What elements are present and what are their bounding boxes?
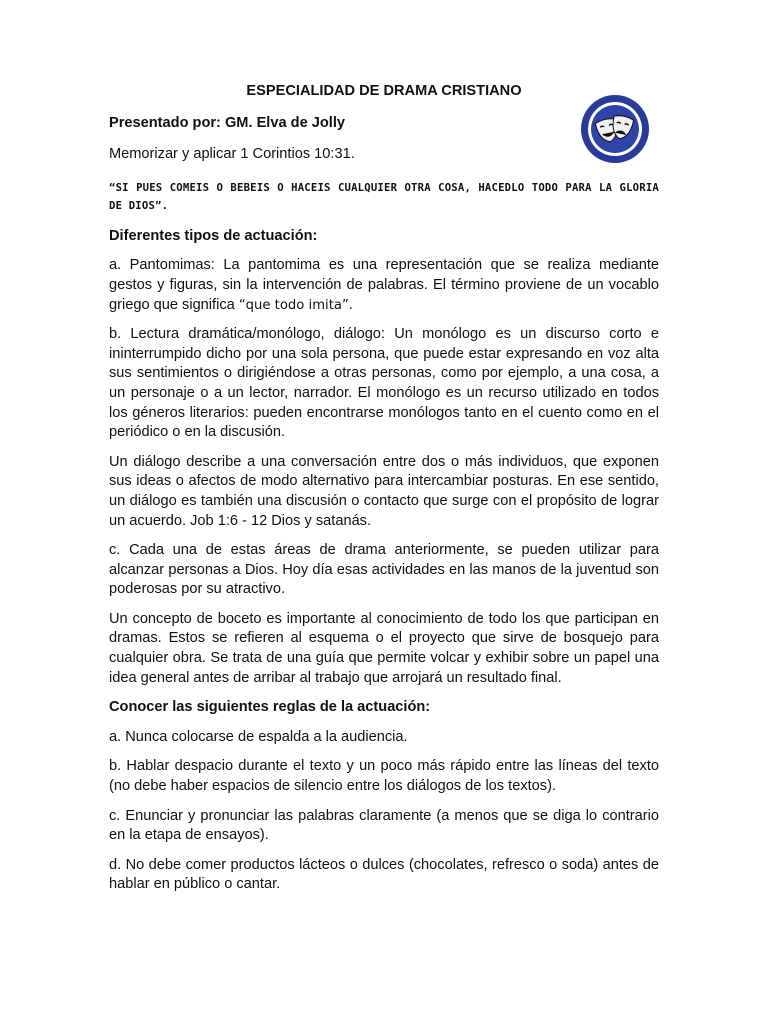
rule-a: a. Nunca colocarse de espalda a la audiencia. (109, 728, 408, 745)
document-title: ESPECIALIDAD DE DRAMA CRISTIANO (246, 83, 522, 99)
section-heading-rules: Conocer las siguientes reglas de la actuación: (109, 699, 431, 716)
rule-c: c. Enunciar y pronunciar las palabras claramente (a menos que se diga lo contrario en la etapa de ensayos). (109, 807, 659, 844)
memorize-line: Memorizar y aplicar 1 Corintios 10:31. (109, 146, 355, 163)
bible-verse: “SI PUES COMEIS O BEBEIS O HACEIS CUALQUIER OTRA COSA, HACEDLO TODO PARA LA GLORIA DE DIOS”. (109, 181, 659, 212)
pantomime-quote: “que todo imita”. (238, 297, 353, 313)
paragraph-dialogue: Un diálogo describe a una conversación entre dos o más individuos, que exponen sus ideas o afectos de modo alternativo para intercambiar posturas. En ese sentido, un diálogo es también una discusión o contacto que surge con el propósito de lograr un acuerdo. Job 1:6 - 12 Dios y satanás. (109, 453, 659, 529)
drama-masks-icon (580, 94, 650, 164)
paragraph-monologue: b. Lectura dramática/monólogo, diálogo: Un monólogo es un discurso corto e ininterrumpido dicho por una sola persona, que puede estar expresando en voz alta sus sentimientos o dirigiéndose a otras personas, como por ejemplo, a una cosa, a un personaje o a un lector, narrador. El monólogo es un recurso utilizado en todos los géneros literarios: pueden encontrarse monólogos tanto en el cuento como en el periódico o en la discusión. (109, 326, 659, 441)
rule-d: d. No debe comer productos lácteos o dulces (chocolates, refresco o soda) antes de hablar en público o cantar. (109, 856, 659, 893)
paragraph-pantomime-text: a. Pantomimas: La pantomima es una representación que se realiza mediante gestos y figuras, sin la intervención de palabras. El término proviene de un vocablo griego que significa (109, 257, 659, 313)
presenter-line: Presentado por: GM. Elva de Jolly (109, 114, 345, 131)
document-body (109, 82, 659, 905)
paragraph-sketch: Un concepto de boceto es importante al conocimiento de todo los que participan en dramas. Estos se refieren al esquema o el proyecto que sirve de bosquejo para cualquier obra. Se trata de una guía que permite volcar y exhibir sobre un papel una idea general antes de arribar al trabajo que arrojará un resultado final. (109, 610, 659, 686)
paragraph-pantomime (109, 256, 659, 315)
rule-b: b. Hablar despacio durante el texto y un poco más rápido entre las líneas del texto (no debe haber espacios de silencio entre los diálogos de los textos). (109, 758, 659, 795)
paragraph-areas: c. Cada una de estas áreas de drama anteriormente, se pueden utilizar para alcanzar personas a Dios. Hoy día esas actividades en las manos de la juventud son poderosas por su atractivo. (109, 542, 659, 598)
section-heading-types: Diferentes tipos de actuación: (109, 227, 318, 244)
